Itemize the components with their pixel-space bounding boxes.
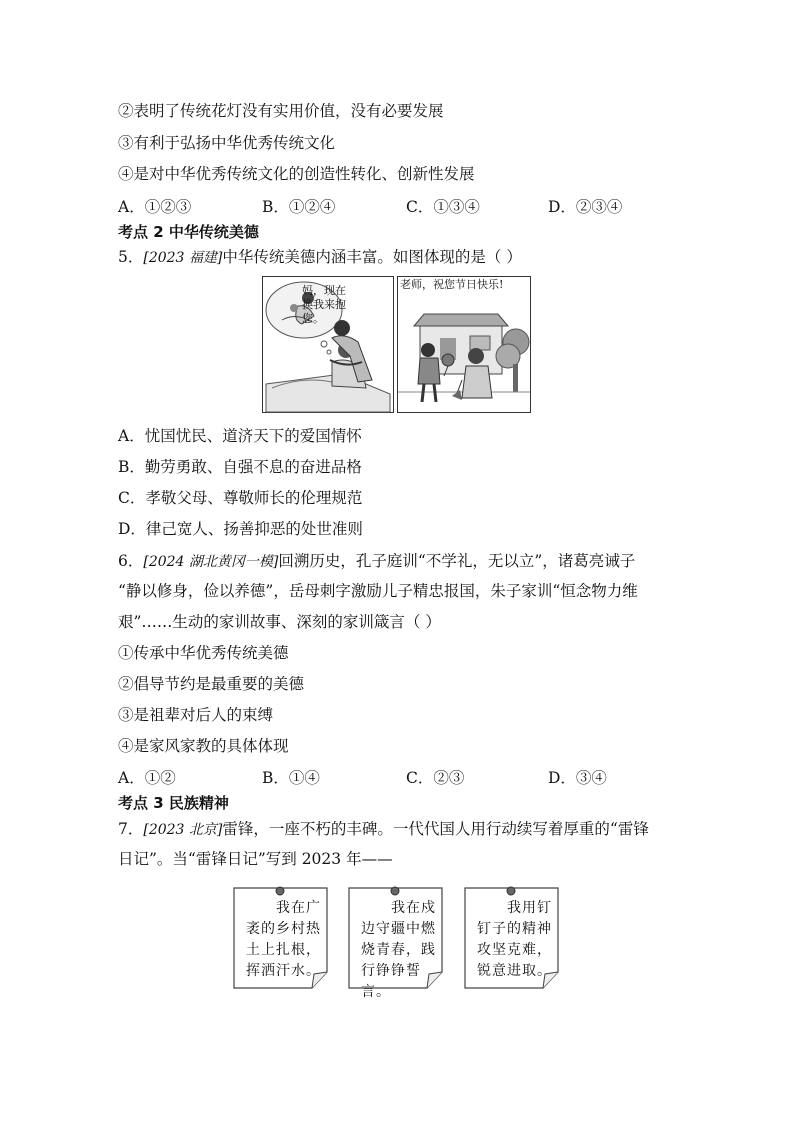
q4-option-b: B．①②④ (262, 198, 336, 216)
q6-stem-line-2: “静以修身，俭以养德”，岳母刺字激励儿子精忠报国，朱子家训“恒念物力维 (118, 582, 638, 600)
q6-option-b: B．①④ (262, 769, 320, 787)
q5-option-a: A．忧国忧民、道济天下的爱国情怀 (118, 427, 362, 445)
q5-source: [2023 福建] (143, 250, 223, 266)
q6-statement-3: ③是祖辈对后人的束缚 (118, 706, 274, 724)
q6-statement-4: ④是家风家教的具体体现 (118, 737, 289, 755)
q5-stem-text: 中华传统美德内涵丰富。如图体现的是（ ） (222, 248, 522, 266)
q4-statement-2: ②表明了传统花灯没有实用价值，没有必要发展 (118, 102, 444, 120)
q6-stem-line-1 (118, 550, 635, 573)
q6-statement-2: ②倡导节约是最重要的美德 (118, 675, 305, 693)
q5-bubble-right-text: 老师，祝您节日快乐! (400, 278, 504, 291)
q4-statement-3: ③有利于弘扬中华优秀传统文化 (118, 134, 336, 152)
q4-option-d: D．②③④ (548, 198, 623, 216)
section-2-title: 考点 2 中华传统美德 (118, 223, 259, 241)
q7-stem-line-1 (118, 818, 649, 841)
q7-note-1-text: 我在广 袤的乡村热 土上扎根， 挥洒汗水。 (246, 900, 321, 979)
q7-note-1 (232, 886, 329, 990)
q7-note-3-text: 我用钉 钉子的精神 攻坚克难， 锐意进取。 (477, 900, 552, 979)
section-3-title: 考点 3 民族精神 (118, 794, 229, 812)
q5-option-b: B．勤劳勇敢、自强不息的奋进品格 (118, 458, 362, 476)
q6-stem-line-3: 艰”……生动的家训故事、深刻的家训箴言（ ） (118, 613, 441, 631)
q6-option-a: A．①② (118, 769, 176, 787)
q6-stem-text: 回溯历史，孔子庭训“不学礼，无以立”，诸葛亮诫子 (278, 552, 636, 570)
q5-bubble-left-text: 妈，现在换我来抱您。 (302, 284, 346, 325)
q6-number: 6． (118, 552, 144, 570)
q7-note-3 (463, 886, 560, 990)
q4-statement-4: ④是对中华优秀传统文化的创造性转化、创新性发展 (118, 165, 475, 183)
q5-stem (118, 246, 522, 269)
q5-number: 5． (118, 248, 144, 266)
q7-number: 7． (118, 820, 144, 838)
q7-note-2-text: 我在戍 边守疆中燃 烧青春，践 行铮铮誓言。 (361, 900, 436, 1000)
q4-option-c: C．①③④ (406, 198, 480, 216)
q5-option-c: C．孝敬父母、尊敬师长的伦理规范 (118, 489, 363, 507)
q7-note-2 (347, 886, 444, 1000)
q7-stem-line-2: 日记”。当“雷锋日记”写到 2023 年—— (118, 850, 393, 868)
q5-option-d: D．律己宽人、扬善抑恶的处世准则 (118, 520, 363, 538)
q6-statement-1: ①传承中华优秀传统美德 (118, 644, 289, 662)
q7-stem-text: 雷锋，一座不朽的丰碑。一代代国人用行动续写着厚重的“雷锋 (222, 820, 649, 838)
q6-source: [2024 湖北黄冈一模] (143, 554, 279, 570)
q7-source: [2023 北京] (143, 822, 223, 838)
q6-option-c: C．②③ (406, 769, 465, 787)
q6-option-d: D．③④ (548, 769, 607, 787)
q4-option-a: A．①②③ (118, 198, 192, 216)
